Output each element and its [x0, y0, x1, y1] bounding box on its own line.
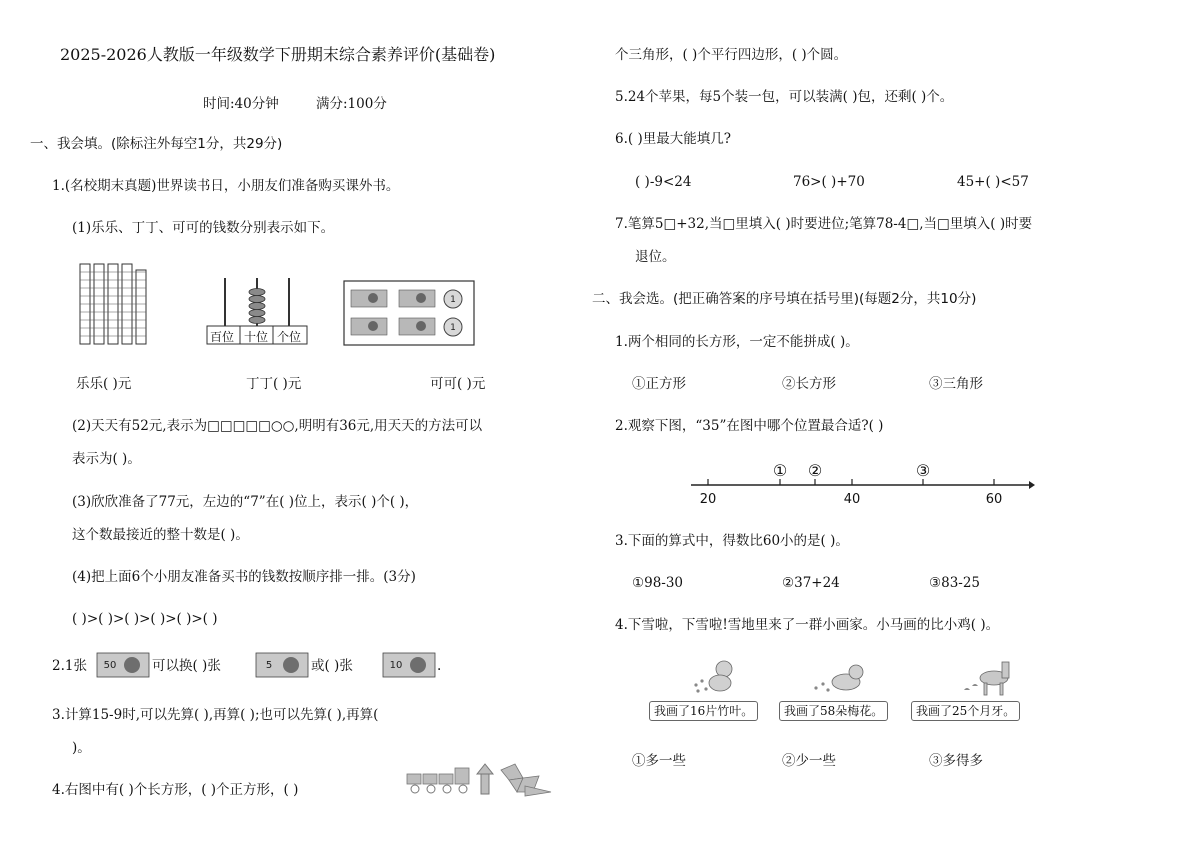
note-bamboo: 我画了16片竹叶。 — [649, 701, 758, 721]
s2-q4-option-1[interactable]: ①多一些 — [632, 753, 686, 769]
q4-line1[interactable]: 4.右图中有( )个长方形，( )个正方形，( ) — [52, 782, 299, 798]
number-line — [685, 458, 1035, 508]
time-limit: 时间:40分钟 — [203, 96, 279, 112]
s2-q3-option-1[interactable]: ①98-30 — [632, 575, 684, 591]
q1-part4: (4)把上面6个小朋友准备买书的钱数按顺序排一排。(3分) — [72, 569, 416, 585]
marker-2: ② — [807, 461, 823, 480]
q1-part2-line1: (2)天天有52元,表示为□□□□□○○,明明有36元,用天天的方法可以 — [72, 418, 483, 434]
q7-line1[interactable]: 7.笔算5□+32,当□里填入( )时要进位;笔算78-4□,当□里填入( )时要 — [615, 216, 1033, 232]
abacus-label-hundreds: 百位 — [210, 330, 235, 344]
banknote-50-icon — [96, 652, 150, 678]
svg-text:1: 1 — [450, 323, 456, 333]
marker-1: ① — [772, 461, 788, 480]
s2-q3-option-2[interactable]: ②37+24 — [782, 575, 840, 591]
section1-heading: 一、我会填。(除标注外每空1分，共29分) — [30, 136, 283, 152]
s2-q3-option-3[interactable]: ③83-25 — [929, 575, 981, 591]
abacus-label-tens: 十位 — [244, 330, 269, 344]
q2-text-4: . — [437, 658, 442, 674]
q7-line2: 退位。 — [635, 249, 676, 265]
s2-q1-option-3[interactable]: ③三角形 — [929, 376, 983, 392]
q3-line2: )。 — [72, 740, 91, 756]
q1-part3-line1[interactable]: (3)欣欣准备了77元，左边的“7”在( )位上，表示( )个( )， — [72, 494, 419, 510]
note-moon: 我画了25个月牙。 — [911, 701, 1020, 721]
q4-line2[interactable]: 个三角形，( )个平行四边形，( )个圆。 — [615, 47, 848, 63]
q1-part3-line2[interactable]: 这个数最接近的整十数是( )。 — [72, 527, 249, 543]
s2-q3-stem[interactable]: 3.下面的算式中，得数比60小的是( )。 — [615, 533, 849, 549]
q2-text-1: 2.1张 — [52, 658, 87, 674]
svg-text:1: 1 — [450, 295, 456, 305]
q2-text-3[interactable]: 或( )张 — [311, 658, 353, 674]
abacus-label-ones: 个位 — [277, 330, 302, 344]
s2-q1-option-1[interactable]: ①正方形 — [632, 376, 686, 392]
banknote-5-icon — [255, 652, 309, 678]
answer-dingding[interactable]: 丁丁( )元 — [246, 376, 302, 392]
tick-label-20: 20 — [699, 492, 717, 507]
q1-part4-blanks[interactable]: ( )>( )>( )>( )>( )>( ) — [72, 611, 218, 627]
tick-label-40: 40 — [843, 492, 861, 507]
q6-stem: 6.( )里最大能填几? — [615, 131, 731, 147]
dog-icon — [810, 660, 868, 698]
q6-item-2[interactable]: 76>( )+70 — [793, 174, 865, 190]
q1-stem: 1.(名校期末真题)世界读书日，小朋友们准备购买课外书。 — [52, 178, 400, 194]
q6-item-1[interactable]: ( )-9<24 — [635, 174, 692, 190]
s2-q4-option-3[interactable]: ③多得多 — [929, 753, 983, 769]
shape-picture-icon — [405, 762, 555, 798]
s2-q2-stem[interactable]: 2.观察下图，“35”在图中哪个位置最合适?( ) — [615, 418, 884, 434]
answer-keke[interactable]: 可可( )元 — [430, 376, 486, 392]
full-score: 满分:100分 — [316, 96, 387, 112]
hundred-stick-icon — [78, 262, 148, 346]
q6-item-3[interactable]: 45+( )<57 — [957, 174, 1029, 190]
bill-value-50: 50 — [103, 660, 117, 671]
tick-label-60: 60 — [985, 492, 1003, 507]
q2-text-2[interactable]: 可以换( )张 — [152, 658, 221, 674]
answer-lele[interactable]: 乐乐( )元 — [76, 376, 132, 392]
s2-q1-stem[interactable]: 1.两个相同的长方形，一定不能拼成( )。 — [615, 334, 859, 350]
bill-value-10: 10 — [389, 660, 403, 671]
note-plum: 我画了58朵梅花。 — [779, 701, 888, 721]
s2-q1-option-2[interactable]: ②长方形 — [782, 376, 836, 392]
q3-line1[interactable]: 3.计算15-9时,可以先算( ),再算( );也可以先算( ),再算( — [52, 707, 379, 723]
q1-part2-line2[interactable]: 表示为( )。 — [72, 451, 141, 467]
banknote-icon — [343, 280, 475, 346]
page-title: 2025-2026人教版一年级数学下册期末综合素养评价(基础卷) — [60, 45, 496, 64]
q1-part1: (1)乐乐、丁丁、可可的钱数分别表示如下。 — [72, 220, 335, 236]
s2-q4-stem[interactable]: 4.下雪啦，下雪啦!雪地里来了一群小画家。小马画的比小鸡( )。 — [615, 617, 1000, 633]
q5[interactable]: 5.24个苹果，每5个装一包，可以装满( )包，还剩( )个。 — [615, 89, 954, 105]
marker-3: ③ — [915, 461, 931, 480]
banknote-10-icon — [382, 652, 436, 678]
s2-q4-option-2[interactable]: ②少一些 — [782, 753, 836, 769]
bill-value-5: 5 — [265, 660, 273, 671]
section2-heading: 二、我会选。(把正确答案的序号填在括号里)(每题2分，共10分) — [592, 291, 977, 307]
chick-icon — [690, 655, 740, 697]
horse-icon — [960, 656, 1020, 698]
